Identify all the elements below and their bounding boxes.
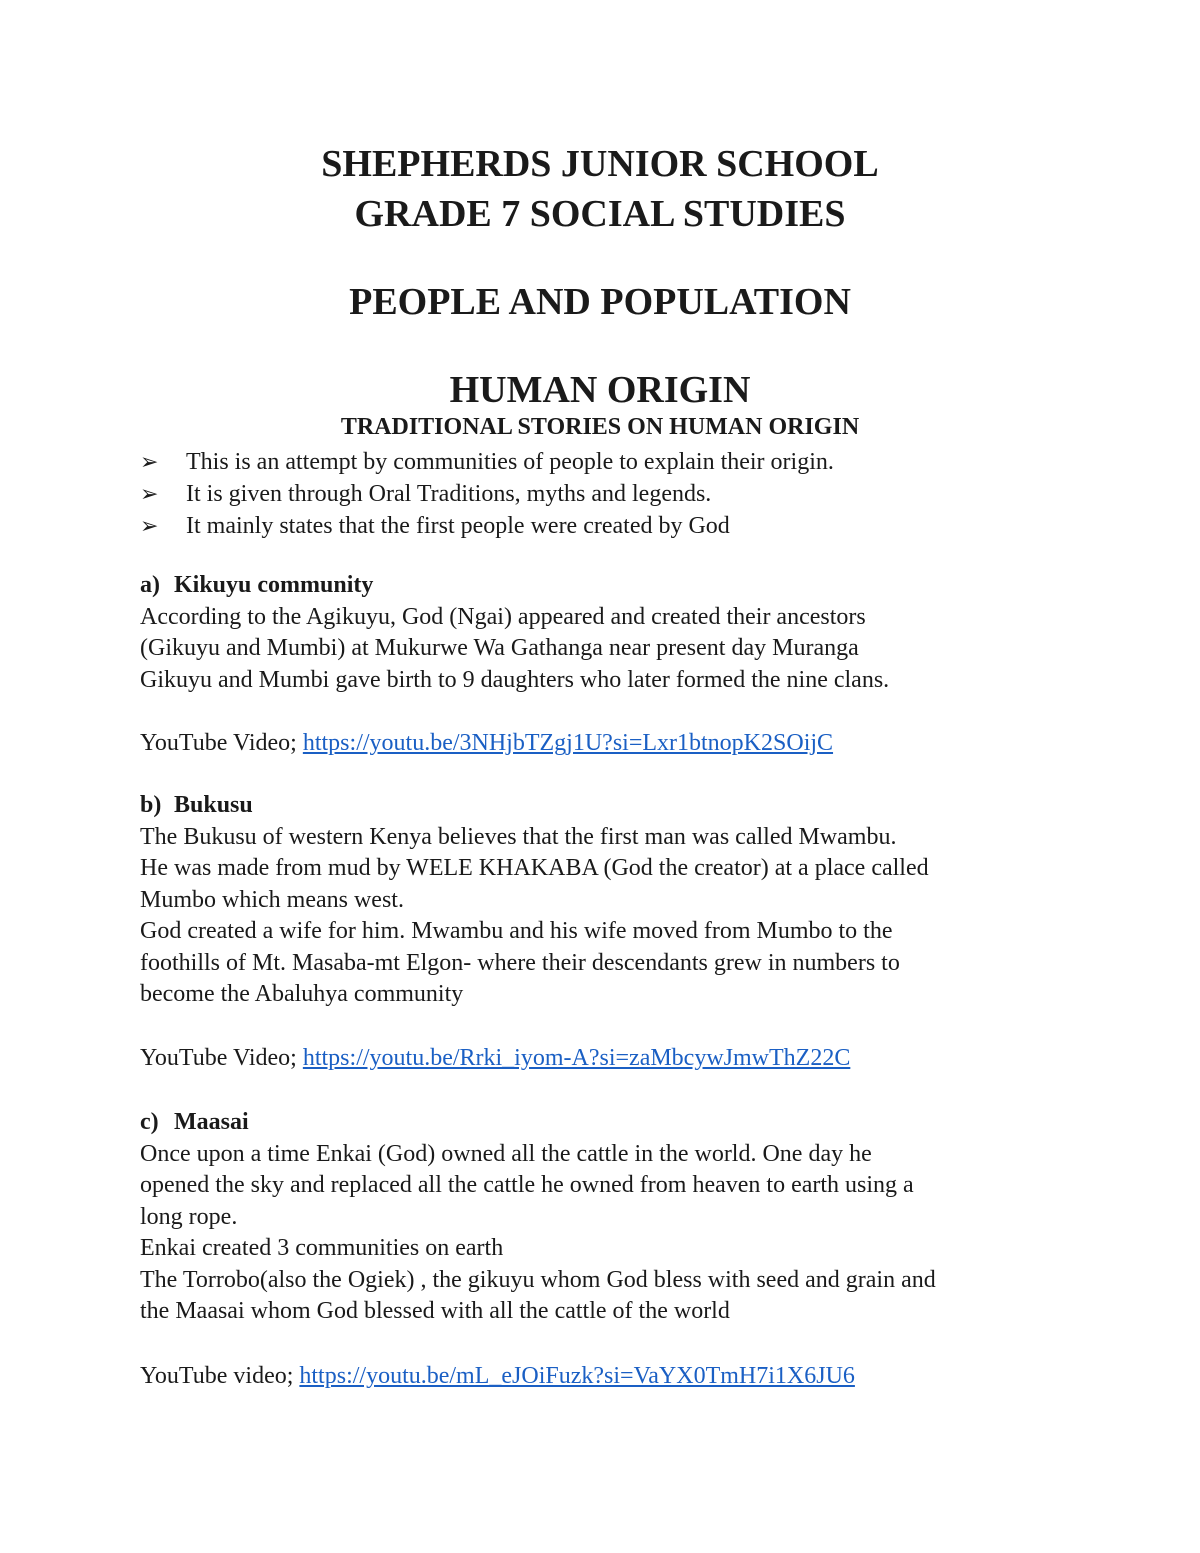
intro-bullet-list (140, 446, 1080, 542)
section-heading: TRADITIONAL STORIES ON HUMAN ORIGIN (340, 414, 860, 440)
youtube-link[interactable]: https://youtu.be/3NHjbTZgj1U?si=Lxr1btnopK2SOijC (302, 730, 834, 756)
section-bukusu (140, 790, 1100, 1011)
section-title-text: Bukusu (174, 792, 253, 818)
youtube-link[interactable]: https://youtu.be/mL_eJOiFuzk?si=VaYX0TmH7i1X6JU6 (299, 1363, 855, 1389)
bullet-text: It mainly states that the first people were created by God (186, 513, 730, 539)
paragraph-line: He was made from mud by WELE KHAKABA (God the creator) at a place called (140, 855, 929, 881)
paragraph-line: The Torrobo(also the Ogiek) , the gikuyu whom God bless with seed and grain and (140, 1266, 936, 1293)
video-label: YouTube Video; (140, 730, 303, 756)
paragraph-line: the Maasai whom God blessed with all the cattle of the world (140, 1298, 730, 1324)
section-title-text: Kikuyu community (174, 572, 374, 598)
grade-subject: GRADE 7 SOCIAL STUDIES (354, 193, 846, 235)
paragraph-line: long rope. (140, 1203, 238, 1230)
section-marker: a) (140, 572, 160, 598)
paragraph-line: Gikuyu and Mumbi gave birth to 9 daughters who later formed the nine clans. (140, 666, 890, 693)
section-title (140, 1107, 1100, 1139)
paragraph-line: God created a wife for him. Mwambu and his wife moved from Mumbo to the (140, 918, 893, 944)
video-label: YouTube Video; (140, 1045, 303, 1071)
section-title (140, 790, 1100, 822)
list-item (140, 510, 1080, 542)
paragraph-line: The Bukusu of western Kenya believes that the first man was called Mwambu. (140, 823, 897, 850)
section-kikuyu (140, 570, 1100, 696)
video-label: YouTube video; (140, 1363, 300, 1389)
bullet-text: This is an attempt by communities of people to explain their origin. (186, 449, 834, 475)
paragraph-line: foothills of Mt. Masaba-mt Elgon- where their descendants grew in numbers to (140, 949, 900, 976)
subtopic-title: HUMAN ORIGIN (449, 369, 751, 411)
paragraph-line: (Gikuyu and Mumbi) at Mukurwe Wa Gathanga near present day Muranga (140, 635, 859, 661)
paragraph-line: Enkai created 3 communities on earth (140, 1235, 504, 1261)
paragraph-line: Once upon a time Enkai (God) owned all the cattle in the world. One day he (140, 1140, 872, 1167)
section-title-text: Maasai (174, 1109, 249, 1135)
paragraph-line: opened the sky and replaced all the cattle he owned from heaven to earth using a (140, 1172, 914, 1198)
topic-title: PEOPLE AND POPULATION (349, 281, 851, 323)
video-line-maasai (140, 1361, 1100, 1393)
paragraph-line: Mumbo which means west. (140, 886, 404, 913)
paragraph-line: According to the Agikuyu, God (Ngai) appeared and created their ancestors (140, 603, 866, 630)
video-line-kikuyu (140, 728, 1100, 760)
paragraph-line: become the Abaluhya community (140, 981, 464, 1007)
arrow-bullet-icon: ➢ (140, 481, 159, 506)
arrow-bullet-icon: ➢ (140, 449, 159, 474)
section-maasai (140, 1107, 1100, 1328)
list-item (140, 446, 1080, 478)
section-marker: b) (140, 792, 162, 818)
youtube-link[interactable]: https://youtu.be/Rrki_iyom-A?si=zaMbcywJmwThZ22C (302, 1045, 851, 1071)
bullet-text: It is given through Oral Traditions, myths and legends. (186, 481, 712, 507)
school-name: SHEPHERDS JUNIOR SCHOOL (321, 143, 879, 185)
section-title (140, 570, 1100, 602)
video-line-bukusu (140, 1043, 1100, 1075)
list-item (140, 478, 1080, 510)
section-marker: c) (140, 1109, 159, 1135)
arrow-bullet-icon: ➢ (140, 513, 159, 538)
